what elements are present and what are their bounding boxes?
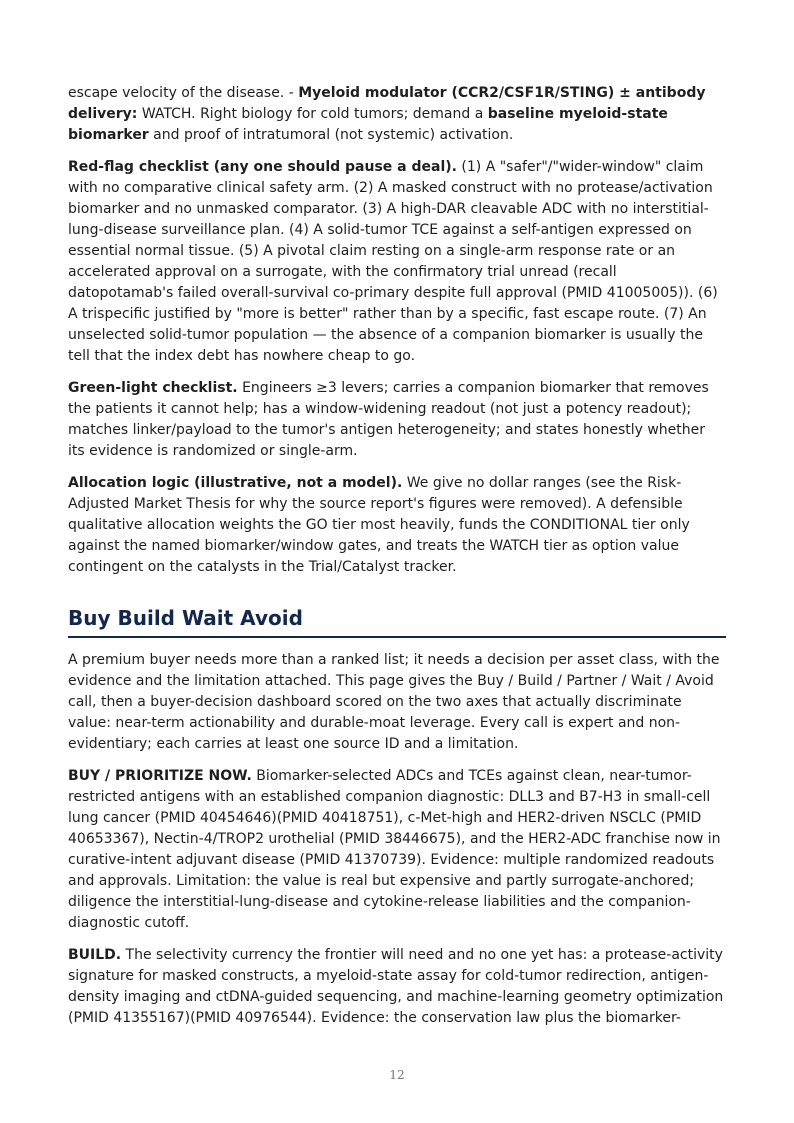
text-run: A premium buyer needs more than a ranked list; it needs a decision per asset class, with the evidence and the limitation attached. This page gives the Buy / Build / Partner / Wait / Avoid call, then a buyer-decision dashboard scored on the two axes that actually discriminate value: near-term actionability and durable-moat leverage. Every call is expert and non-evidentiary; each carries at least one source ID and a limitation.	[68, 652, 720, 752]
paragraph-buy	[68, 766, 726, 934]
top-paragraphs	[68, 83, 726, 578]
section-title: Buy Build Wait Avoid	[68, 606, 303, 630]
bold-run: Red-flag checklist (any one should pause a deal).	[68, 159, 457, 175]
bold-run: baseline myeloid-state biomarker	[68, 106, 668, 143]
text-run: (1) A "safer"/"wider-window" claim with no comparative clinical safety arm. (2) A masked construct with no protease/activation biomarker and no unmasked comparator. (3) A high-DAR cleavable ADC with no interstitial-lung-disease surveillance plan. (4) A solid-tumor TCE against a self-antigen expressed on essential normal tissue. (5) A pivotal claim resting on a single-arm response rate or an accelerated approval on a surrogate, with the confirmatory trial unread (recall datopotamab's failed overall-survival co-primary despite full approval (PMID 41005005)). (6) A trispecific justified by "more is better" rather than by a specific, fast escape route. (7) An unselected solid-tumor population — the absence of a companion biomarker is usually the tell that the index debt has nowhere cheap to go.	[68, 159, 718, 364]
paragraph-green-light	[68, 378, 726, 462]
section-divider	[68, 636, 726, 638]
paragraph-intro	[68, 650, 726, 755]
paragraph-allocation	[68, 473, 726, 578]
text-run: WATCH. Right biology for cold tumors; demand a	[137, 106, 488, 122]
page-number: 12	[389, 1068, 405, 1082]
bold-run: BUILD.	[68, 947, 122, 963]
text-run: The selectivity currency the frontier will need and no one yet has: a protease-activity signature for masked constructs, a myeloid-state assay for cold-tumor redirection, antigen-density imaging and ctDNA-guided sequencing, and machine-learning geometry optimization (PMID 41355167)(PMID 40976544). Evidence: the conservation law plus the biomarker-	[68, 947, 724, 1026]
text-run: We give no dollar ranges (see the Risk-Adjusted Market Thesis for why the source report's figures were removed). A defensible qualitative allocation weights the GO tier most heavily, funds the CONDITIONAL tier only against the named biomarker/window gates, and treats the WATCH tier as option value contingent on the catalysts in the Trial/Catalyst tracker.	[68, 475, 690, 575]
bold-run: Allocation logic (illustrative, not a model).	[68, 475, 403, 491]
bottom-paragraphs	[68, 650, 726, 1029]
bold-run: BUY / PRIORITIZE NOW.	[68, 768, 252, 784]
paragraph-myeloid	[68, 83, 726, 146]
paragraph-build	[68, 945, 726, 1029]
text-run: and proof of intratumoral (not systemic) activation.	[148, 127, 514, 143]
bold-run: Green-light checklist.	[68, 380, 238, 396]
page-content	[68, 83, 726, 1040]
text-run: Engineers ≥3 levers; carries a companion biomarker that removes the patients it cannot help; has a window-widening readout (not just a potency readout); matches linker/payload to the tumor's antigen heterogeneity; and states honestly whether its evidence is randomized or single-arm.	[68, 380, 709, 459]
bold-run: Myeloid modulator (CCR2/CSF1R/STING) ± antibody delivery:	[68, 85, 706, 122]
text-run: Biomarker-selected ADCs and TCEs against clean, near-tumor-restricted antigens with an established companion diagnostic: DLL3 and B7-H3 in small-cell lung cancer (PMID 40454646)(PMID 40418751), c-Met-high and HER2-driven NSCLC (PMID 40653367), Nectin-4/TROP2 urothelial (PMID 38446675), and the HER2-ADC franchise now in curative-intent adjuvant disease (PMID 41370739). Evidence: multiple randomized readouts and approvals. Limitation: the value is real but expensive and partly surrogate-anchored; diligence the interstitial-lung-disease and cytokine-release liabilities and the companion-diagnostic cutoff.	[68, 768, 721, 931]
paragraph-red-flag	[68, 157, 726, 367]
text-run: escape velocity of the disease. -	[68, 85, 299, 101]
